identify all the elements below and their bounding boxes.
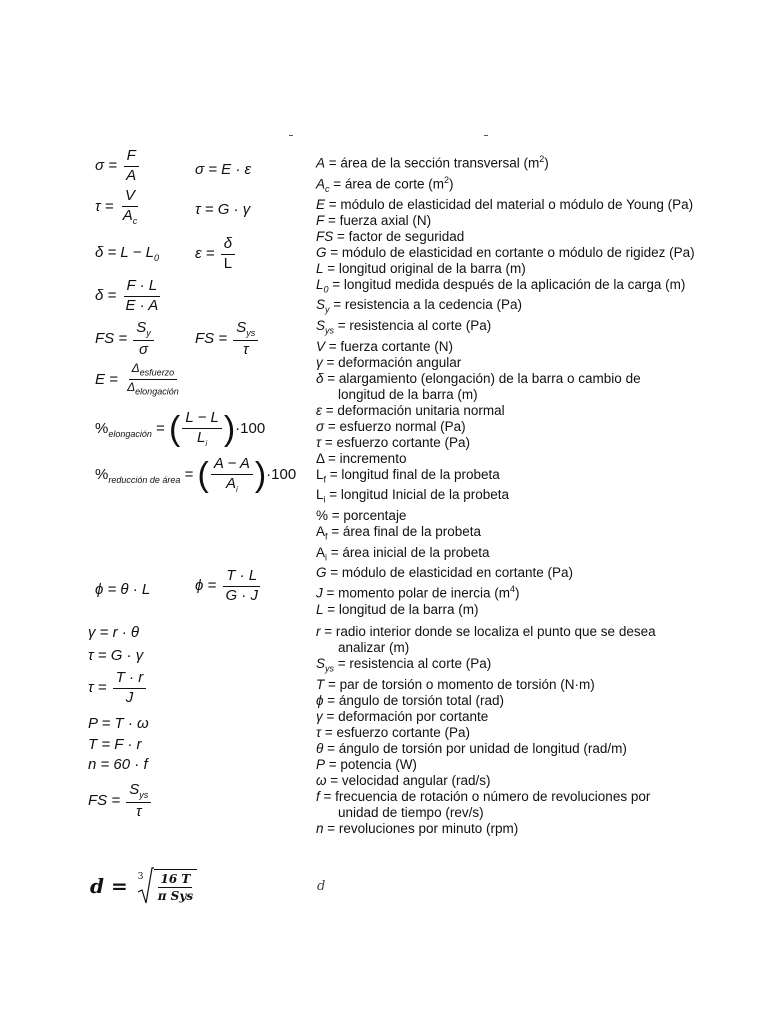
definition-text: = resistencia al corte (Pa) [334, 656, 492, 671]
root-index: 3 [137, 872, 144, 882]
definition-symbol: J [316, 585, 323, 601]
formula-phi-theta: ϕ = θ · L [95, 581, 151, 598]
definition-item [316, 709, 656, 725]
definition-symbol: V [316, 338, 326, 354]
definition-symbol: L [316, 487, 324, 503]
definition-symbol: L [316, 260, 324, 276]
definitions-list-section1 [316, 151, 695, 566]
definition-symbol: γ [316, 708, 323, 724]
definition-symbol: γ [316, 354, 323, 370]
definition-text: = área de corte (m [329, 176, 444, 191]
definition-text: = longitud medida después de la aplicación de la carga (m) [328, 276, 686, 292]
definition-text: = módulo de elasticidad en cortante o módulo de rigidez (Pa) [326, 244, 695, 260]
definition-text: = momento polar de inercia (m [322, 585, 510, 601]
definition-item [316, 565, 573, 581]
definition-item [316, 602, 573, 618]
definition-text: = resistencia al corte (Pa) [334, 318, 492, 334]
definition-text: = par de torsión o momento de torsión (N·m) [324, 676, 595, 692]
definition-symbol: ε [316, 402, 322, 418]
formula-fs-torsion: FS = $\frac{S_{ys}}{\tau}$ [88, 782, 153, 820]
definition-symbol: A [316, 544, 326, 560]
definition-text: = esfuerzo cortante (Pa) [321, 434, 471, 450]
definition-text: = esfuerzo cortante (Pa) [321, 724, 471, 740]
formula-power: P = T · ω [88, 715, 149, 732]
definition-text: = deformación unitaria normal [321, 402, 505, 418]
definition-symbol: σ [316, 418, 325, 434]
definition-text: = velocidad angular (rad/s) [326, 772, 491, 788]
definition-item: unidad de tiempo (rev/s) [338, 804, 484, 820]
formula-tau-g: τ = G · γ [88, 647, 144, 664]
definition-symbol: Δ [316, 450, 325, 466]
definition-item: $S_{ys}$ = resistencia al corte (Pa) [316, 656, 492, 674]
definition-item: $A_i$ = área inicial de la probeta [316, 544, 490, 563]
definition-item: A = área de la sección transversal $(m^2)$ [316, 154, 549, 171]
definition-item [316, 677, 656, 693]
definition-symbol: E [316, 196, 326, 212]
definition-symbol: F [316, 212, 325, 228]
definition-symbol: S [316, 318, 326, 334]
formula-tau-hooke: τ = G · γ [195, 201, 251, 218]
formula-rpm: n = 60 · f [88, 756, 148, 773]
definition-item: $S_{ys}$ = resistencia al corte (Pa) [316, 318, 492, 336]
definition-symbol: L [316, 466, 324, 482]
definition-text: = módulo de elasticidad del material o módulo de Young (Pa) [325, 196, 694, 212]
definitions-list-section2 [316, 624, 656, 837]
definition-symbol: S [316, 656, 326, 671]
definition-text: = deformación por cortante [322, 708, 489, 724]
definition-item [316, 741, 656, 757]
definition-text: = resistencia a la cedencia (Pa) [329, 297, 522, 313]
definition-item [316, 229, 695, 245]
formula-tau-torsion: τ = $\frac{T \cdot r}{J}$ [88, 670, 148, 706]
definition-symbol: L [316, 601, 324, 617]
definition-item: $S_y$ = resistencia a la cedencia (Pa) [316, 297, 522, 316]
definition-text: = potencia (W) [325, 756, 417, 772]
formula-sigma: σ = $\frac{F}{A}$ [95, 148, 141, 184]
definition-item: $A_c$ = área de corte $(m^2)$ [316, 174, 454, 194]
definition-item: $L_i$ = longitud Inicial de la probeta [316, 487, 510, 506]
definition-text: = ángulo de torsión por unidad de longitud (rad/m) [323, 740, 627, 756]
definition-item [316, 624, 656, 640]
definition-item: $A_f$ = área final de la probeta [316, 524, 482, 542]
definition-text: = deformación angular [322, 354, 462, 370]
definition-text: = módulo de elasticidad en cortante (Pa) [326, 565, 574, 580]
definition-item [316, 197, 695, 213]
formula-percent-area-reduction: $\%_{reducción de área}$ = ( $\frac{A - A}{A_i}$ )·100 [95, 455, 297, 495]
definition-item [316, 725, 656, 741]
root-numerator: 16 T [160, 872, 191, 886]
definition-symbol: S [316, 297, 326, 313]
formula-epsilon: ε = $\frac{\delta}{L}$ [195, 236, 237, 272]
definition-item [316, 757, 656, 773]
definition-item [316, 213, 695, 229]
definition-item: longitud de la barra (m) [338, 386, 478, 402]
definition-text: = revoluciones por minuto (rpm) [323, 820, 519, 836]
definition-text: = factor de seguridad [333, 228, 465, 244]
definition-item [316, 403, 695, 419]
definition-item [316, 821, 656, 837]
definition-symbol: ϕ [316, 692, 324, 708]
definition-text: = esfuerzo normal (Pa) [324, 418, 466, 434]
definition-item [316, 693, 656, 709]
definition-item [316, 371, 695, 387]
definition-item: $L_0$ = longitud medida después de la aplicación de la carga (m) [316, 276, 686, 295]
definition-text: = fuerza cortante (N) [325, 338, 453, 354]
definition-symbol: G [316, 565, 327, 580]
definition-item [316, 339, 695, 355]
definition-text: = incremento [324, 450, 407, 466]
definition-item [316, 451, 695, 467]
definition-text: = frecuencia de rotación o número de revoluciones por [319, 788, 651, 804]
definition-text: = longitud final de la probeta [326, 466, 500, 482]
definition-symbol: T [316, 676, 325, 692]
definition-symbol: δ [316, 370, 324, 386]
diameter-label: d [317, 879, 326, 894]
formula-gamma: γ = r · θ [88, 624, 140, 641]
definition-item [316, 419, 695, 435]
definition-text: = área de la sección transversal (m [325, 155, 540, 171]
definition-symbol: ω [316, 772, 327, 788]
header-mark-right [484, 135, 488, 136]
formula-diameter: d = 3 16 T π Sys [90, 866, 197, 906]
header-mark-left [289, 135, 293, 136]
definition-symbol: P [316, 756, 326, 772]
formula-fs-normal: FS = $\frac{S_y}{\sigma}$ [95, 320, 156, 358]
definition-text: = longitud de la barra (m) [323, 601, 479, 617]
definition-symbol: τ [316, 434, 322, 450]
definition-text: = radio interior donde se localiza el punto que se desea [320, 624, 656, 639]
definition-text: = área inicial de la probeta [327, 544, 490, 560]
definition-text: = longitud original de la barra (m) [323, 260, 526, 276]
definition-text: = área final de la probeta [327, 524, 482, 540]
definition-symbol: r [316, 624, 321, 639]
definition-item [316, 789, 656, 805]
root-denominator: π Sys [157, 889, 194, 903]
definition-text: = alargamiento (elongación) de la barra o cambio de [323, 370, 641, 386]
definition-symbol: G [316, 244, 327, 260]
definition-text: = porcentaje [328, 508, 407, 524]
definition-symbol: L [316, 276, 324, 292]
definition-item [316, 773, 656, 789]
definition-item [316, 355, 695, 371]
formula-delta-diff: $\delta = L - L_0$ [95, 244, 159, 263]
definition-symbol: % [316, 508, 329, 524]
definition-item: J = momento polar de inercia $(m^4)$ [316, 584, 520, 601]
definition-item: analizar (m) [338, 640, 410, 655]
definition-text: = ángulo de torsión total (rad) [323, 692, 504, 708]
definition-item [316, 245, 695, 261]
definition-symbol: FS [316, 228, 334, 244]
definition-item [316, 435, 695, 451]
formula-percent-elongation: $\%_{elongación}$ = ( $\frac{L - L}{L_i}$ )·100 [95, 409, 266, 449]
formula-young-ratio: E = $\frac{\Delta_{esfuerzo}}{\Delta_{elongación}}$ [95, 361, 179, 397]
definition-symbol: f [316, 788, 320, 804]
definition-symbol: A [316, 176, 326, 191]
definition-text: = longitud Inicial de la probeta [325, 487, 510, 503]
formula-delta-axial: δ = $\frac{F \cdot L}{E \cdot A}$ [95, 277, 159, 314]
definition-text: = fuerza axial (N) [324, 212, 432, 228]
definition-item [316, 261, 695, 277]
definitions-list-section2-top [316, 565, 573, 618]
formula-torque: T = F · r [88, 736, 142, 753]
formula-tau: τ = $\frac{V}{A_c}$ [95, 187, 138, 226]
definition-symbol: τ [316, 724, 322, 740]
definition-symbol: A [316, 155, 326, 171]
definition-symbol: A [316, 524, 326, 540]
formula-phi-torsion: ϕ = $\frac{T \cdot L}{G \cdot J}$ [195, 568, 263, 604]
definition-symbol: θ [316, 740, 324, 756]
formula-fs-shear: FS = $\frac{S_{ys}}{\tau}$ [195, 320, 260, 358]
formula-sigma-hooke: σ = E · ε [195, 161, 252, 178]
definition-item: $L_f$ = longitud final de la probeta [316, 466, 500, 485]
definition-symbol: n [316, 820, 324, 836]
definition-item [316, 508, 695, 524]
